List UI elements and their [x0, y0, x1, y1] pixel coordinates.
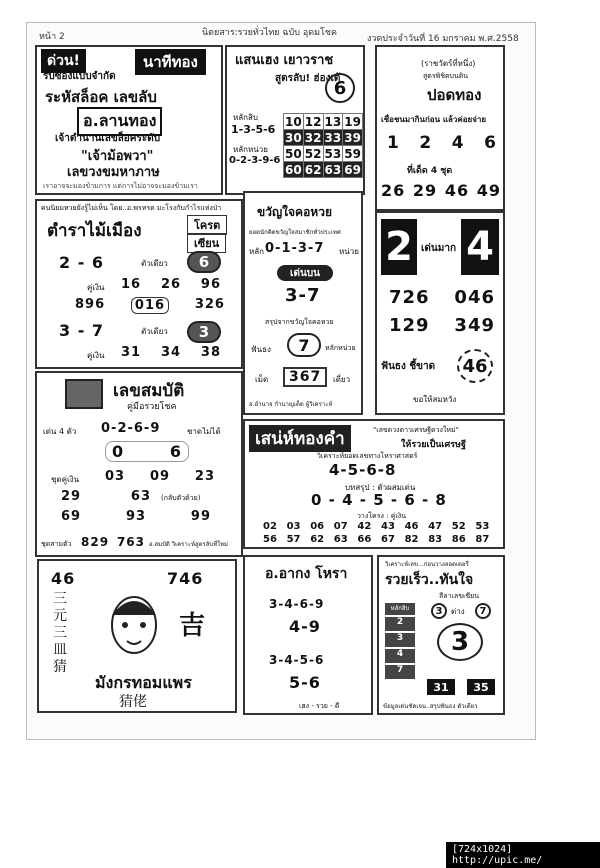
panel9-title: มังกรทอมแพร: [95, 673, 192, 692]
panel11-b2: 35: [467, 679, 495, 695]
bar-value: 4: [385, 649, 415, 663]
panel6-fantong: ฟันธง ชี้ขาด: [381, 361, 436, 372]
panel-khwanjai: [243, 191, 363, 415]
panel11-b1: 31: [427, 679, 455, 695]
panel1-quote2: เลขวงขมหาภาษ: [67, 165, 160, 180]
panel4-tag2: เซียน: [187, 233, 226, 253]
panel-sanaethong: [243, 419, 505, 549]
pair: 29: [412, 181, 438, 200]
panel-podthong: [375, 45, 505, 211]
banner-urgent: ด่วน!: [41, 49, 86, 73]
panel7-pairs-row3: [61, 509, 211, 524]
panel9-top2: 746: [167, 569, 204, 588]
pair: 38: [200, 345, 221, 360]
triple: 726: [389, 287, 430, 308]
panel11-sub: ลีลาเลขเซียน: [439, 592, 480, 600]
watermark: [724x1024] http://upic.me/: [446, 842, 600, 868]
panel11-c1: 3: [431, 603, 447, 619]
panel7-foot-label: ชุดสามตัว: [41, 540, 72, 548]
panel-saenheng: [225, 45, 365, 195]
panel5-lak-label: หลัก: [249, 247, 265, 256]
grid-cell: 59: [344, 146, 361, 161]
grid-cell: 62: [304, 162, 322, 177]
pair: 57: [286, 534, 301, 545]
lak-nuay-value: 0-2-3-9-6: [229, 155, 281, 166]
grid-cell: 12: [304, 114, 322, 129]
grid-cell: 52: [304, 146, 322, 161]
single1-label: ตัวเดียว: [141, 259, 168, 268]
panel5-title: ขวัญใจคอหวย: [257, 205, 332, 219]
panel5-sub: ยอดนักคิดขวัญใจสมาชิกทั่วประเทศ: [249, 229, 341, 236]
pair: 47: [428, 521, 443, 532]
panel10-row3: 3-4-5-6: [269, 653, 325, 667]
panel3-digits: [387, 133, 497, 153]
pair: 86: [451, 534, 466, 545]
grid-cell: 53: [324, 146, 342, 161]
pair: 02: [263, 521, 277, 532]
panel8-seq: 0 - 4 - 5 - 6 - 8: [311, 491, 447, 509]
panel2-circle: 6: [325, 73, 355, 103]
panel3-pairs: [381, 181, 501, 200]
panel8-sub3: วิเคราะห์ยอดเลขทางโหราศาสตร์: [317, 452, 418, 460]
panel-tamra: [35, 199, 243, 369]
panel3-sub: สูตรพิชิตบนดิน: [423, 72, 469, 80]
panel8-title: เสน่ห์ทองคำ: [249, 425, 351, 452]
pair: 82: [404, 534, 419, 545]
panel11-title: รวยเร็ว..ทันใจ: [385, 572, 474, 588]
panel1-title: ระหัสล็อค เลขลับ: [45, 88, 157, 106]
panel10-foot: เฮง - รวย - ดี: [299, 702, 340, 710]
panel1-desc: เจ้าตำนานเลขล็อคระดับ: [55, 133, 161, 144]
pair: 03: [105, 469, 126, 484]
panel8-summary: บทสรุป : ตัวผสมเด่น: [345, 483, 416, 492]
single2-value: 3: [187, 321, 221, 343]
pair: 42: [357, 521, 372, 532]
triple: 896: [75, 297, 106, 312]
panel5-met: 367: [283, 367, 327, 387]
grid-cell: 69: [344, 162, 361, 177]
pair: 83: [428, 534, 443, 545]
pair: 43: [381, 521, 395, 532]
treasure-chest-icon: [65, 379, 103, 409]
triple: 349: [454, 315, 495, 336]
triple: 829: [81, 535, 110, 549]
face-portrait-icon: [99, 587, 169, 667]
pair: 34: [160, 345, 182, 360]
bar-value: 3: [385, 633, 415, 647]
pair: 96: [200, 277, 221, 292]
panel4-topnote: คนนิยมหวยยังรู้ไม่เห็น โดย..อ.พรหรต มะโรงกับกำไรแห่งป่า: [41, 204, 222, 212]
bar-value: 2: [385, 617, 415, 631]
triple: 129: [389, 315, 430, 336]
pair: 49: [476, 181, 501, 200]
panel10-row1: 3-4-6-9: [269, 597, 325, 611]
pair2-label: คู่เงิน: [87, 351, 105, 360]
triples: [75, 297, 225, 314]
digit: 2: [419, 133, 433, 153]
panel6-circle: 46: [457, 349, 493, 383]
panel4-row2: 3 - 7: [59, 321, 105, 340]
single2-label: ตัวเดียว: [141, 327, 168, 336]
pair: 99: [190, 509, 211, 524]
magazine-page: [26, 22, 536, 740]
bar-value: 7: [385, 665, 415, 679]
panel3-caption: (ราชวัตร์ที่หนึ่ง): [421, 59, 476, 68]
panel4-tag1: โครต: [187, 215, 227, 235]
pair: 56: [263, 534, 277, 545]
panel8-main: 4-5-6-8: [329, 461, 397, 479]
panel-denmak: [375, 211, 505, 415]
panel7-pair-label: ชุดคู่เงิน: [51, 475, 80, 484]
panel3-title: ปอดทอง: [427, 86, 482, 104]
pair: 03: [286, 521, 301, 532]
bar-label: หลักสิบ: [385, 603, 415, 615]
magazine-title: นิตยสาร:รวยทั่วไทย ฉบับ อุดมโชค: [202, 28, 337, 38]
lak-sib-label: หลักสิบ: [233, 113, 258, 122]
pair: 29: [61, 489, 82, 504]
grid-cell: 10: [285, 114, 302, 129]
triple: 046: [454, 287, 495, 308]
digit: 1: [387, 133, 400, 153]
panel5-diao: เดี่ยว: [333, 375, 351, 384]
pair: 87: [475, 534, 490, 545]
pair: 23: [194, 469, 215, 484]
panel11-foot: ข้อมูลเด่นชัดเจน..สรุปฟันธง ตัวเดียว: [383, 703, 478, 710]
panel8-pairs: [263, 521, 499, 545]
lak-sib-value: 1-3-5-6: [231, 123, 276, 136]
pair: 26: [381, 181, 406, 200]
panel2-title: แสนเฮง เยาวราช: [235, 53, 334, 68]
panel8-pairlabel: วางโครง : คู่เงิน: [357, 512, 406, 520]
panel5-lak: 0-1-3-7: [265, 241, 325, 256]
panel5-sib-label2: หลักหน่วย: [325, 344, 356, 352]
panel3-line1: เชื่อชนมากินก่อน แล้วค่อยจ่าย: [381, 115, 487, 124]
panel5-bon-label: เด่นบน: [277, 265, 333, 281]
panel-akong: [243, 555, 373, 715]
panel10-row2: 4-9: [289, 617, 321, 636]
panel7-sub: คู่มือรวยโชค: [127, 402, 177, 412]
triple: 763: [116, 535, 145, 549]
panel-ruayreo: [377, 555, 505, 715]
pairs2: [121, 345, 221, 360]
panel1-note: เราอาจจะมองข้ามการ แต่การไม่อาจจะมองข้ามเรา: [43, 182, 198, 190]
grid-cell: 32: [304, 130, 322, 145]
panel7-author: อ.สมบัติ วิเคราะห์สูตรลับที่ใหม่: [149, 541, 229, 548]
panel-somsap: [35, 371, 243, 557]
panel7-title: เลขสมบัติ: [113, 381, 185, 401]
lak-nuay-label: หลักหน่วย: [233, 145, 268, 154]
panel9-chinese: 三元三皿猜: [53, 591, 67, 675]
panel2-grid: [283, 113, 363, 178]
panel9-top1: 46: [51, 569, 76, 588]
pair: 93: [125, 509, 147, 524]
panel8-sub: "เลขดวงดาวเศรษฐีดวงใหม่": [373, 426, 459, 434]
grid-cell: 39: [344, 130, 361, 145]
panel7-gap: (กลับตัวด้วย): [161, 494, 201, 502]
panel11-mid: ต่าง: [451, 607, 465, 616]
panel7-den: 0-2-6-9: [101, 421, 161, 436]
grid-cell: 60: [285, 162, 302, 177]
panel9-foot: 猜佬: [119, 694, 147, 710]
pair: 63: [130, 489, 151, 504]
panel-mangkorn: [37, 559, 237, 713]
pair: 46: [444, 181, 470, 200]
pair: 46: [404, 521, 419, 532]
panel4-row1: 2 - 6: [59, 253, 105, 272]
panel11-top: วิเคราะห์เลข...ก่อนวางลอตเตอรี่: [385, 561, 469, 568]
panel7-foot: [81, 535, 145, 549]
panel11-c2: 7: [475, 603, 491, 619]
panel6-author: ขอให้สมหวัง: [413, 395, 457, 404]
triple: 326: [194, 297, 225, 312]
pair: 07: [333, 521, 348, 532]
pair: 26: [160, 277, 182, 292]
digit: 0: [112, 442, 125, 461]
pair: 09: [149, 469, 171, 484]
panel1-sub: รับซองแบบจำกัด: [43, 71, 116, 82]
digit: 6: [169, 442, 182, 461]
panel6-trip-row1: [389, 287, 495, 308]
pair: 06: [310, 521, 325, 532]
digit: 6: [484, 133, 497, 153]
panel11-bars: [385, 603, 415, 679]
panel5-author: อ.อำนาจ กำนาญเด็ด ผู้วิเคราะห์: [249, 401, 333, 408]
panel6-top2: 4: [461, 219, 499, 275]
banner-golden: นาทีทอง: [135, 49, 206, 75]
panel7-pairs-row1: [105, 469, 215, 484]
pair: 66: [357, 534, 372, 545]
panel7-den-label: เด่น 4 ตัว: [43, 427, 77, 436]
page-number: หน้า 2: [39, 32, 65, 42]
panel10-row4: 5-6: [289, 673, 321, 692]
panel-lanthong: [35, 45, 223, 195]
panel5-summary: สรุปจากขวัญใจคอหวย: [265, 318, 334, 326]
panel8-sub2: ให้รวยเป็นเศรษฐี: [401, 440, 466, 450]
pair: 52: [451, 521, 466, 532]
grid-cell: 63: [324, 162, 342, 177]
pair: 69: [61, 509, 82, 524]
grid-cell: 13: [324, 114, 342, 129]
single1-value: 6: [187, 251, 221, 273]
panel6-trip-row2: [389, 315, 495, 336]
pair1-label: คู่เงิน: [87, 283, 105, 292]
grid-cell: 33: [324, 130, 342, 145]
digit: 4: [451, 133, 465, 153]
panel5-met-label: เม็ด: [255, 375, 269, 384]
panel7-pairs-row2: [61, 489, 151, 504]
triple: 016: [131, 297, 169, 314]
panel3-line2: ที่เด็ด 4 ชุด: [407, 166, 453, 176]
panel2-sub: สูตรลับ! ฮ่องเต้: [275, 73, 341, 84]
grid-cell: 19: [344, 114, 361, 129]
panel6-top1: 2: [381, 219, 417, 275]
pair: 67: [381, 534, 395, 545]
issue-date: งวดประจำวันที่ 16 มกราคม พ.ศ.2558: [367, 34, 519, 44]
panel1-quote: "เจ้าม้อพวา": [81, 149, 154, 164]
pair: 53: [475, 521, 490, 532]
pair: 16: [121, 277, 142, 292]
panel11-big: 3: [437, 623, 483, 661]
grid-cell: 30: [285, 130, 302, 145]
pair: 31: [121, 345, 142, 360]
panel5-sib-label: ฟันธง: [251, 345, 271, 354]
panel7-chad: ชาดไม่ได้: [187, 427, 221, 436]
grid-cell: 50: [285, 146, 302, 161]
panel5-sib: 7: [287, 333, 321, 357]
panel10-title: อ.อากง โหรา: [265, 566, 348, 582]
pairs1: [121, 277, 221, 292]
panel5-nuay: หน่วย: [339, 247, 359, 256]
panel1-name: อ.ลานทอง: [77, 107, 162, 136]
panel6-mid: เด่นมาก: [421, 243, 457, 254]
panel4-title: ตำราไม้เมือง: [47, 221, 142, 241]
pair: 63: [333, 534, 348, 545]
panel5-bon: 3-7: [285, 285, 321, 306]
chinese-character-icon: 吉: [179, 611, 206, 641]
panel7-pair-big: [105, 441, 189, 462]
pair: 62: [310, 534, 325, 545]
